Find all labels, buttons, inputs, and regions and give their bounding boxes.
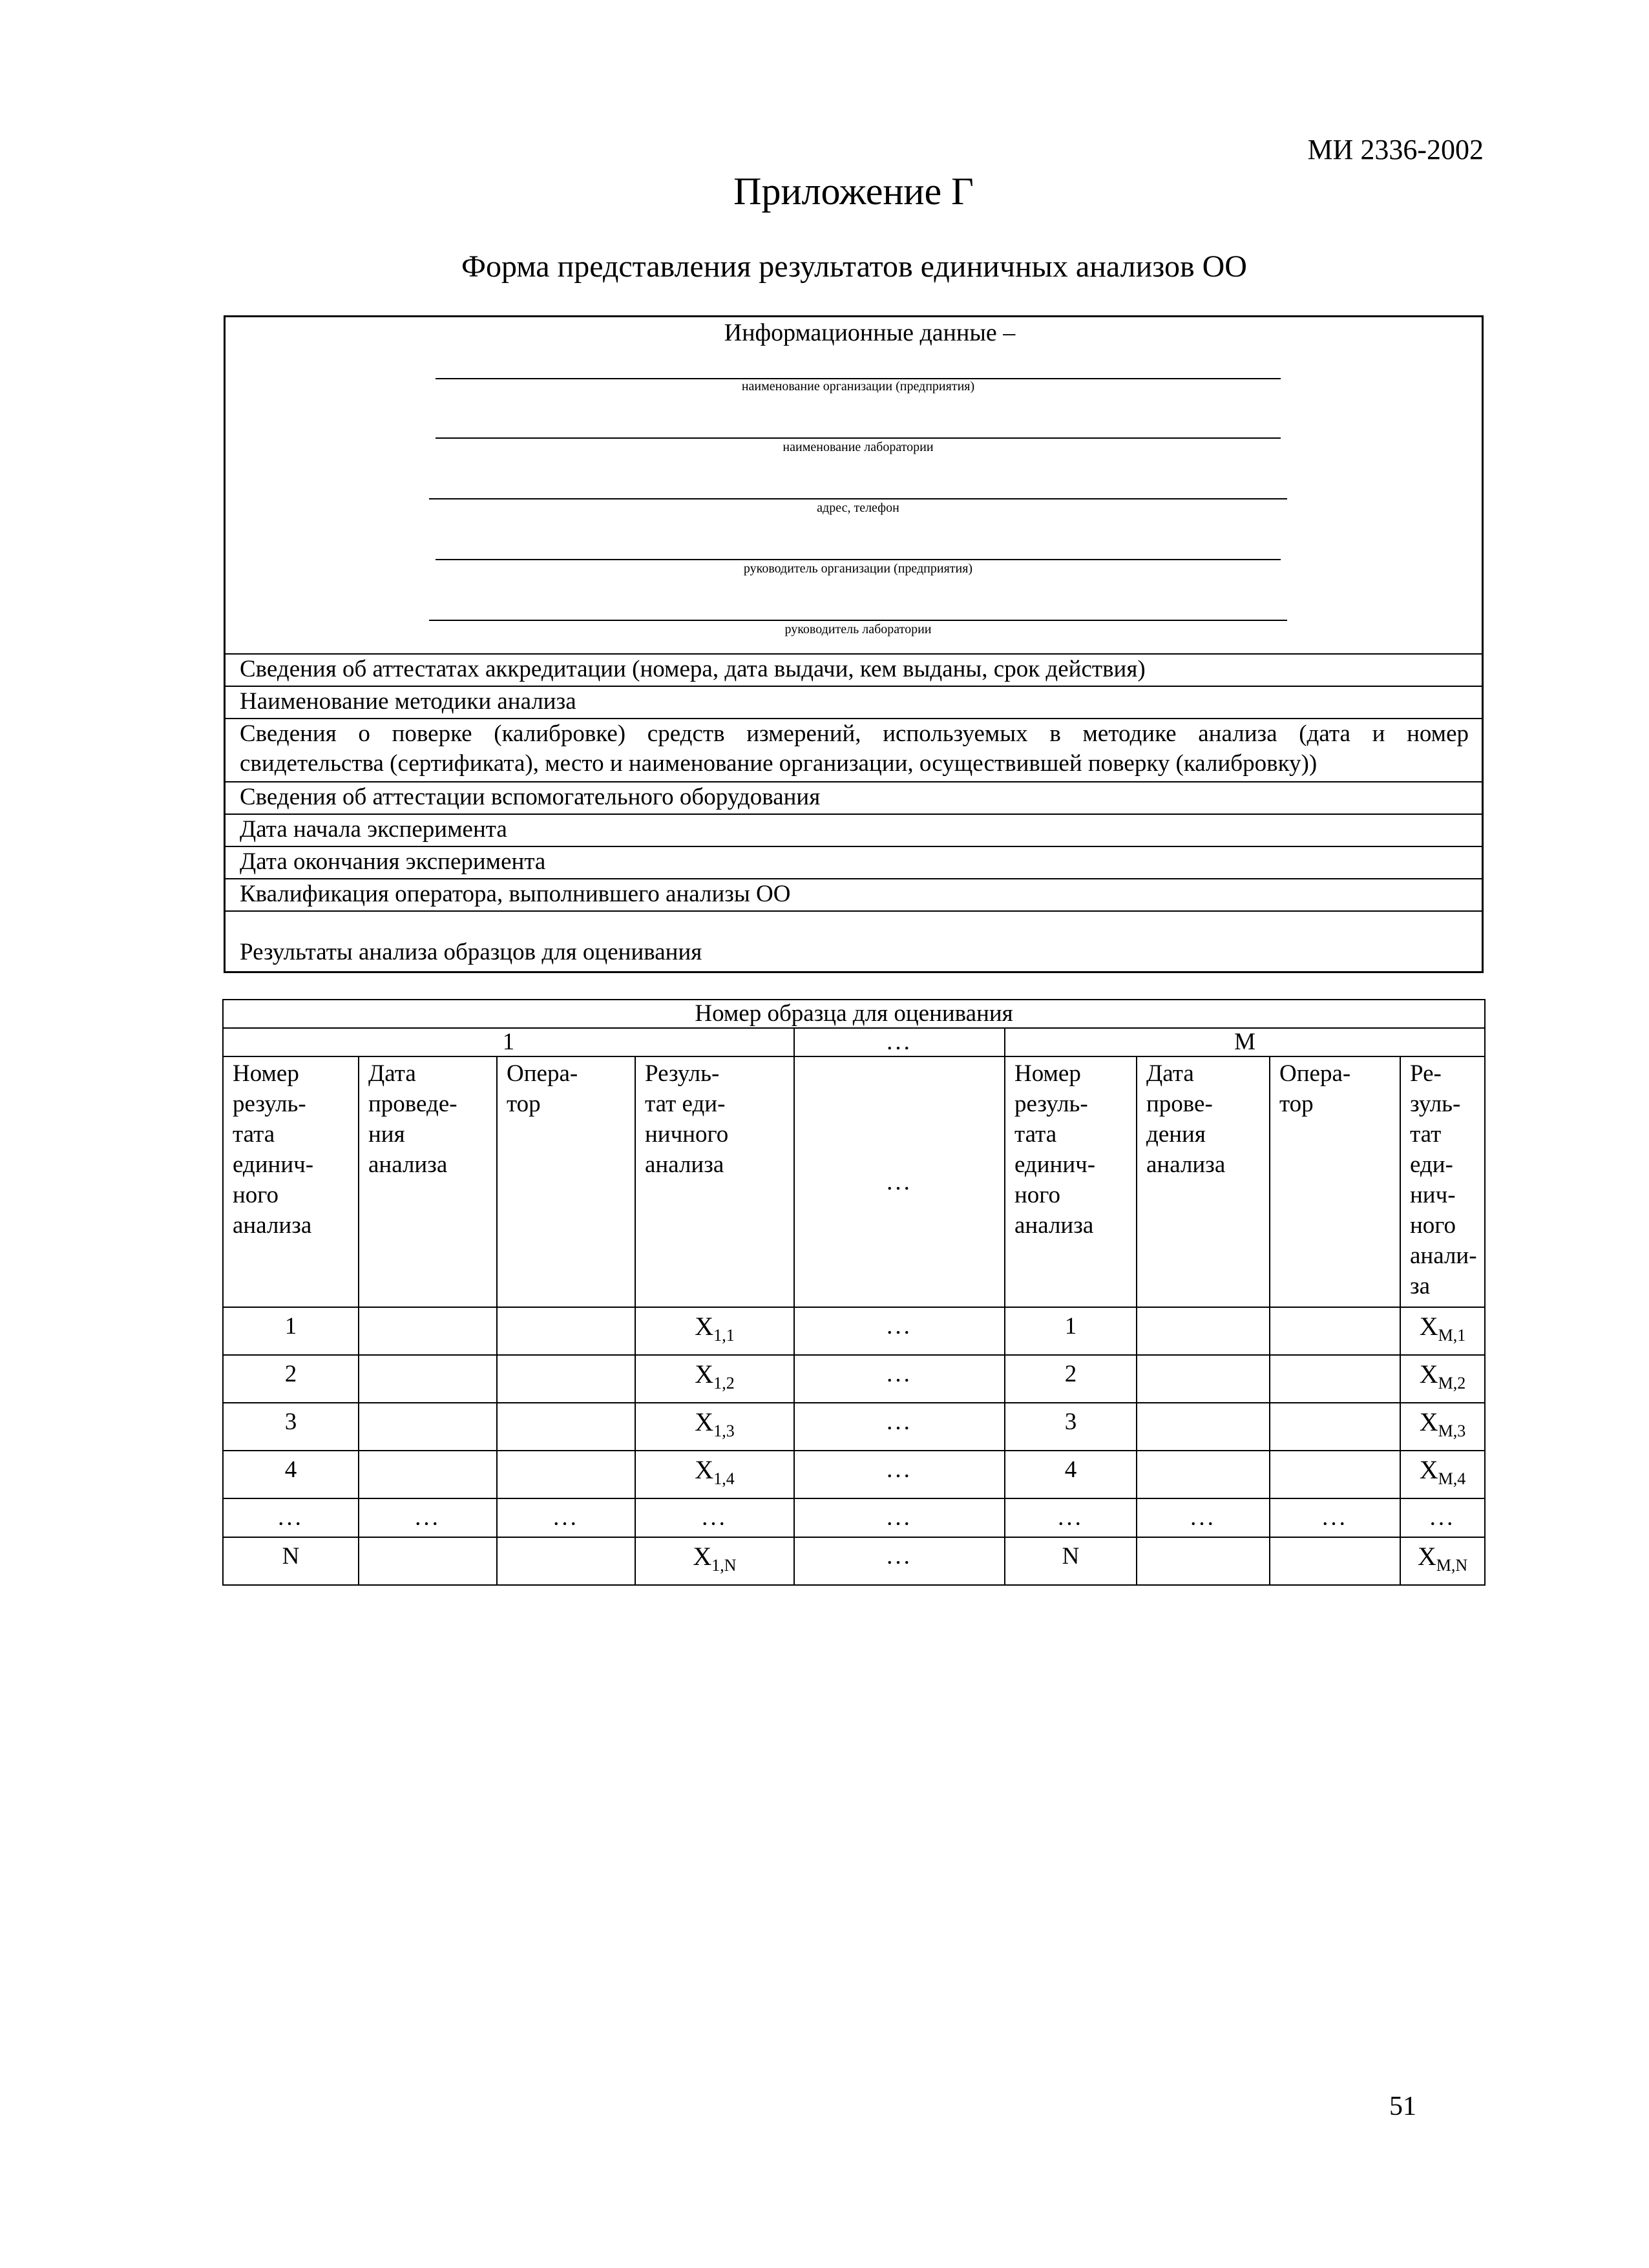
- cell-number-right: 4: [1005, 1451, 1137, 1498]
- table-row: [223, 1355, 1485, 1403]
- cell-result-right: [1400, 1451, 1485, 1498]
- result-value: [695, 1455, 735, 1488]
- result-value: [695, 1312, 735, 1345]
- col-operator-right: Опера- тор: [1270, 1056, 1400, 1307]
- col-result-right: Ре- зуль- тат еди- нич- ного анали- за: [1400, 1056, 1485, 1307]
- cell-operator-right: [1270, 1307, 1400, 1355]
- result-value: [1419, 1455, 1466, 1488]
- cell-number-right: 3: [1005, 1403, 1137, 1451]
- cell-number-left: N: [223, 1537, 359, 1585]
- cell-result-left: [635, 1403, 794, 1451]
- result-index: M,2: [1438, 1374, 1466, 1392]
- result-symbol: X: [695, 1407, 714, 1436]
- info-line-laboratory: [436, 437, 1281, 439]
- cell-operator-left: ...: [497, 1498, 635, 1537]
- cell-operator-right: ...: [1270, 1498, 1400, 1537]
- results-table-body: [223, 1307, 1485, 1585]
- row-operator-qualification: Квалификация оператора, выполнившего анализы ОО: [240, 881, 791, 907]
- result-symbol: X: [693, 1542, 712, 1571]
- col-operator-left: Опера- тор: [497, 1056, 635, 1307]
- cell-result-left: [635, 1537, 794, 1585]
- cell-operator-left: [497, 1355, 635, 1403]
- result-value: [695, 1360, 735, 1392]
- table-row: [223, 1537, 1485, 1585]
- form-frame: [224, 315, 1484, 973]
- cell-date-right: ...: [1137, 1498, 1270, 1537]
- col-result-left: Резуль- тат еди- ничного анализа: [635, 1056, 794, 1307]
- cell-result-right: [1400, 1307, 1485, 1355]
- cell-dots: ...: [794, 1498, 1005, 1537]
- cell-result-left: ...: [635, 1498, 794, 1537]
- col-dots-text: ...: [887, 1168, 912, 1195]
- divider: [226, 910, 1482, 912]
- cell-date-right: [1137, 1451, 1270, 1498]
- cell-result-right: ...: [1400, 1498, 1485, 1537]
- result-index: 1,3: [713, 1422, 735, 1440]
- caption-organization: наименование организации (предприятия): [741, 379, 975, 394]
- cell-dots: ...: [794, 1355, 1005, 1403]
- group-middle-header: ...: [794, 1028, 1005, 1056]
- info-line-org-head: [436, 559, 1281, 560]
- cell-result-right: [1400, 1355, 1485, 1403]
- result-symbol: X: [695, 1312, 714, 1341]
- cell-number-left: 2: [223, 1355, 359, 1403]
- cell-number-right: 2: [1005, 1355, 1137, 1403]
- caption-lab-head: руководитель лаборатории: [784, 622, 932, 636]
- cell-operator-left: [497, 1403, 635, 1451]
- row-verification-line1: Сведения о поверке (калибровке) средств измерений, используемых в методике анализа (дата и номер: [240, 720, 1469, 747]
- table-row: [223, 1498, 1485, 1537]
- cell-date-left: [359, 1403, 497, 1451]
- cell-dots: ...: [794, 1307, 1005, 1355]
- caption-org-head: руководитель организации (предприятия): [743, 562, 973, 576]
- cell-dots: ...: [794, 1403, 1005, 1451]
- row-method: Наименование методики анализа: [240, 688, 576, 715]
- info-line-lab-head: [429, 620, 1287, 621]
- result-index: 1,2: [713, 1374, 735, 1392]
- cell-date-left: ...: [359, 1498, 497, 1537]
- cell-date-right: [1137, 1307, 1270, 1355]
- document-code: МИ 2336-2002: [1307, 134, 1484, 165]
- cell-operator-left: [497, 1307, 635, 1355]
- result-symbol: X: [1419, 1455, 1438, 1484]
- cell-operator-right: [1270, 1451, 1400, 1498]
- cell-dots: ...: [794, 1451, 1005, 1498]
- cell-result-left: [635, 1451, 794, 1498]
- cell-result-right: [1400, 1403, 1485, 1451]
- result-symbol: X: [1419, 1312, 1438, 1341]
- caption-address: адрес, телефон: [817, 501, 899, 515]
- row-start-date: Дата начала эксперимента: [240, 816, 507, 843]
- cell-number-left: ...: [223, 1498, 359, 1537]
- caption-laboratory: наименование лаборатории: [782, 440, 934, 454]
- result-index: M,3: [1438, 1422, 1466, 1440]
- col-date-left: Дата проведе- ния анализа: [359, 1056, 497, 1307]
- result-value: [693, 1542, 737, 1575]
- page-number: 51: [1389, 2092, 1416, 2121]
- cell-operator-right: [1270, 1537, 1400, 1585]
- cell-number-right: ...: [1005, 1498, 1137, 1537]
- cell-result-left: [635, 1307, 794, 1355]
- cell-operator-left: [497, 1451, 635, 1498]
- cell-date-left: [359, 1537, 497, 1585]
- result-index: 1,4: [713, 1469, 735, 1488]
- row-end-date: Дата окончания эксперимента: [240, 848, 546, 875]
- row-accreditation: Сведения об аттестатах аккредитации (номера, дата выдачи, кем выданы, срок действия): [240, 656, 1146, 682]
- row-verification-line2: свидетельства (сертификата), место и наименование организации, осуществившей поверку (калибровку)): [240, 750, 1318, 777]
- group-last-header: M: [1005, 1028, 1485, 1056]
- group-first-header: 1: [223, 1028, 794, 1056]
- table-row: [223, 1403, 1485, 1451]
- col-date-right: Дата прове- дения анализа: [1137, 1056, 1270, 1307]
- cell-date-left: [359, 1307, 497, 1355]
- sample-number-header: Номер образца для оценивания: [223, 1000, 1485, 1028]
- result-symbol: X: [1419, 1407, 1438, 1436]
- row-auxiliary: Сведения об аттестации вспомогательного оборудования: [240, 784, 821, 810]
- cell-dots: ...: [794, 1537, 1005, 1585]
- form-title: Форма представления результатов единичных анализов ОО: [461, 249, 1247, 284]
- result-value: [1417, 1542, 1468, 1575]
- cell-date-right: [1137, 1537, 1270, 1585]
- cell-operator-right: [1270, 1355, 1400, 1403]
- result-index: M,1: [1438, 1326, 1466, 1345]
- result-symbol: X: [1417, 1542, 1436, 1571]
- cell-number-left: 4: [223, 1451, 359, 1498]
- result-index: 1,N: [711, 1556, 737, 1575]
- info-line-address: [429, 498, 1287, 499]
- cell-number-right: N: [1005, 1537, 1137, 1585]
- cell-operator-left: [497, 1537, 635, 1585]
- col-result-number-right: Номер резуль- тата единич- ного анализа: [1005, 1056, 1137, 1307]
- result-value: [1419, 1407, 1466, 1440]
- cell-date-left: [359, 1451, 497, 1498]
- cell-date-left: [359, 1355, 497, 1403]
- result-value: [695, 1407, 735, 1440]
- cell-result-right: [1400, 1537, 1485, 1585]
- cell-number-right: 1: [1005, 1307, 1137, 1355]
- info-heading: Информационные данные –: [724, 319, 1016, 346]
- appendix-title: Приложение Г: [733, 170, 974, 213]
- result-index: M,4: [1438, 1469, 1466, 1488]
- result-symbol: X: [695, 1360, 714, 1389]
- col-dots: [794, 1056, 1005, 1307]
- result-symbol: X: [1419, 1360, 1438, 1389]
- cell-number-left: 1: [223, 1307, 359, 1355]
- cell-operator-right: [1270, 1403, 1400, 1451]
- cell-date-right: [1137, 1355, 1270, 1403]
- result-value: [1419, 1312, 1466, 1345]
- result-symbol: X: [695, 1455, 714, 1484]
- table-row: [223, 1451, 1485, 1498]
- results-table: [222, 999, 1486, 1586]
- result-index: M,N: [1436, 1556, 1468, 1575]
- result-index: 1,1: [713, 1326, 735, 1345]
- row-results-heading: Результаты анализа образцов для оценивания: [240, 939, 702, 965]
- cell-number-left: 3: [223, 1403, 359, 1451]
- col-result-number-left: Номер резуль- тата единич- ного анализа: [223, 1056, 359, 1307]
- cell-date-right: [1137, 1403, 1270, 1451]
- cell-result-left: [635, 1355, 794, 1403]
- table-row: [223, 1307, 1485, 1355]
- result-value: [1419, 1360, 1466, 1392]
